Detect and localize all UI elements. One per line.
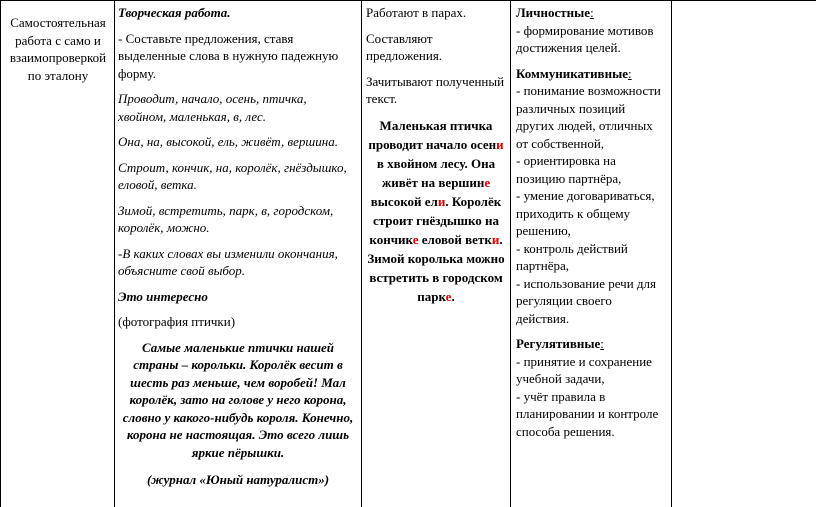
task-2: Она, на, высокой, ель, живёт, вершина. xyxy=(118,134,338,149)
creative-work-title: Творческая работа. xyxy=(118,5,231,20)
interesting-title: Это интересно xyxy=(118,288,208,304)
answer-s1: Маленькая птичка проводит начало осени в хвойном лесу. xyxy=(368,117,504,171)
comm-item: - ориентировка на позицию партнёра, xyxy=(516,153,622,186)
border-top xyxy=(0,0,816,1)
comm-item: - использование речи для регуляции своего действия. xyxy=(516,275,657,326)
task-4: Зимой, встретить, парк, в, городском, королёк, можно. xyxy=(118,202,334,235)
comm-item: - контроль действий партнёра, xyxy=(516,240,628,273)
personal-item: - формирование мотивов достижения целей. xyxy=(516,22,654,55)
answer-text xyxy=(366,116,506,306)
personal-colon: : xyxy=(590,5,594,20)
question: -В каких словах вы изменили окончания, объясните свой выбор. xyxy=(118,245,338,278)
answer-s2: Она живёт на вершине высокой ели. xyxy=(370,155,496,209)
work-form-cell xyxy=(2,14,114,84)
border-col1 xyxy=(114,0,115,507)
instruction: - Составьте предложения, ставя выделенные слова в нужную падежную форму. xyxy=(118,30,339,81)
comm-colon: : xyxy=(628,65,632,81)
student-activity-cell xyxy=(366,4,506,306)
personal-section xyxy=(516,4,666,57)
work-form-text: Самостоятельная работа с само и взаимопроверкой по эталону xyxy=(9,15,107,83)
uud-cell xyxy=(516,4,666,440)
border-col3 xyxy=(510,0,511,507)
border-col4 xyxy=(671,0,672,507)
fact-text: Самые маленькие птички нашей страны – корольки. Королёк весит в шесть раз меньше, чем воробей! Мал королёк, зато на голове у него корона, словно у какого-нибудь короля. Конечно, корона не настоящая. Это всего лишь яркие пёрышки. xyxy=(122,339,354,460)
reg-section xyxy=(516,335,666,440)
photo-note: (фотография птички) xyxy=(118,314,236,329)
comm-title: Коммуникативные xyxy=(516,65,628,81)
source: (журнал «Юный натуралист») xyxy=(146,472,330,487)
personal-title: Личностные xyxy=(516,5,591,20)
task-1: Проводит, начало, осень, птичка, хвойном, маленькая, в, лес. xyxy=(118,91,307,124)
teacher-activity-cell xyxy=(118,4,358,497)
reg-title: Регулятивные xyxy=(516,336,601,351)
task-3: Строит, кончик, на, королёк, гнёздышко, еловой, ветка. xyxy=(118,159,347,192)
answer-s4: Зимой королька можно встретить в городском парке. xyxy=(367,250,505,304)
comm-item: - понимание возможности различных позиций других людей, отличных от собственной, xyxy=(516,83,661,151)
compose-line: Составляют предложения. xyxy=(366,30,443,63)
answer-s3: Королёк строит гнёздышко на кончике еловой ветки. xyxy=(369,193,503,247)
reg-colon: : xyxy=(600,336,604,351)
comm-item: - умение договариваться, приходить к общему решению, xyxy=(516,188,655,238)
read-line: Зачитывают полученный текст. xyxy=(366,73,505,106)
border-col2 xyxy=(361,0,362,507)
border-left xyxy=(0,0,1,507)
comm-section xyxy=(516,65,666,328)
pairs-line: Работают в парах. xyxy=(366,5,467,20)
reg-item: - учёт правила в планировании и контроле способа решения. xyxy=(516,388,659,439)
reg-item: - принятие и сохранение учебной задачи, xyxy=(516,353,652,386)
